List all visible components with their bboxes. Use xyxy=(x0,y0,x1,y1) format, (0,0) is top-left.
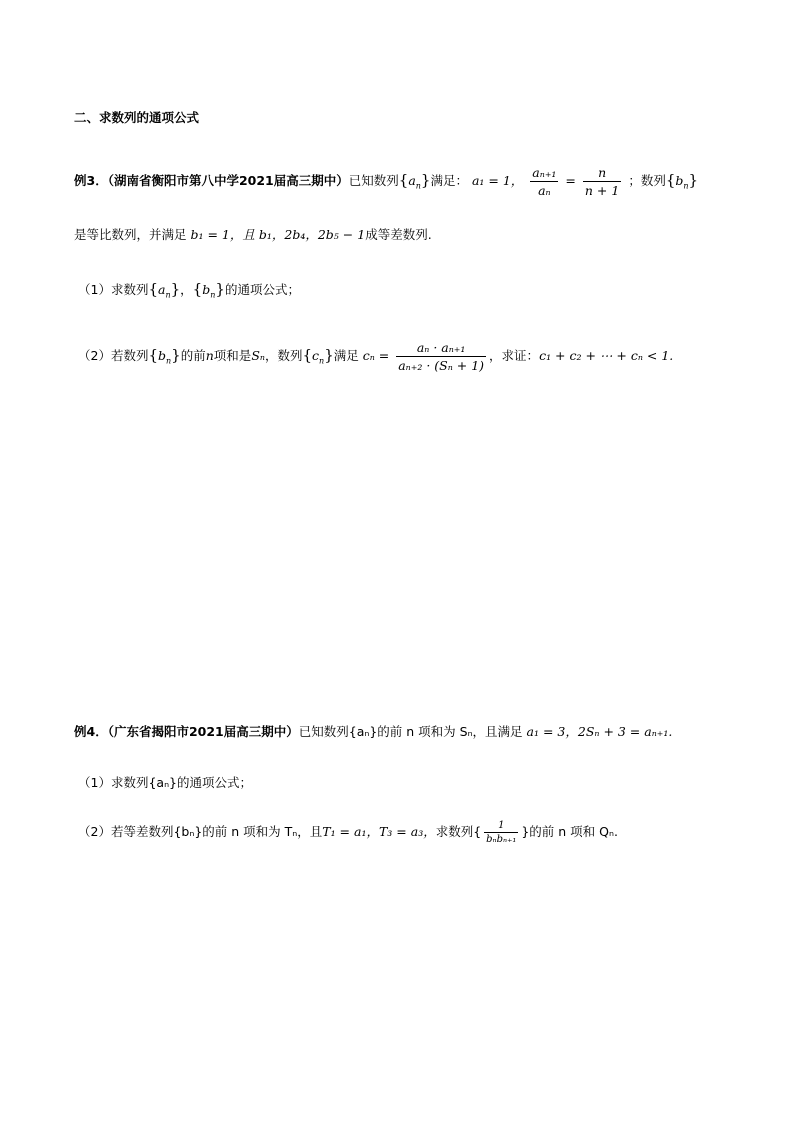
fraction-a-ratio: $\frac{\text{aₙ₊₁}}{\text{aₙ}}$ xyxy=(532,165,557,198)
example-3-question-1: （1）求数列$\{a_n\}$，$\{b_n\}$的通项公式； xyxy=(78,280,300,300)
example-4-question-1: （1）求数列{aₙ}的通项公式； xyxy=(78,775,252,790)
math-a1-equals: a₁ = 1， xyxy=(471,173,524,188)
example-3-question-2: （2）若数列$\{b_n\}$的前n项和是Sₙ，数列$\{c_n\}$满足 cₙ = $\frac{\text{aₙ · aₙ₊₁}}{\text{aₙ₊₂ · (Sₙ + 1)}}$ ，求证：c₁ + c₂ + ⋯ + cₙ < 1. xyxy=(78,340,674,373)
example-3-line-2: 是等比数列，并满足 b₁ = 1，且 b₁，2b₄，2b₅ − 1成等差数列. xyxy=(74,227,432,242)
example-4-line-1: 例4．（广东省揭阳市2021届高三期中）已知数列{aₙ}的前 n 项和为 Sₙ，且满足 a₁ = 3，2Sₙ + 3 = aₙ₊₁. xyxy=(74,724,673,739)
section-title: 二、求数列的通项公式 xyxy=(74,110,200,125)
example-4-label: 例4．（广东省揭阳市2021届高三期中） xyxy=(74,724,299,739)
fraction-reciprocal-b: $\frac{1}{\text{bₙbₙ₊₁}}$ xyxy=(486,820,517,845)
example-3-label: 例3．（湖南省衡阳市第八中学2021届高三期中） xyxy=(74,173,349,188)
fraction-c-definition: $\frac{\text{aₙ · aₙ₊₁}}{\text{aₙ₊₂ · (Sₙ + 1)}}$ xyxy=(398,340,485,373)
example-3-line-1: 例3．（湖南省衡阳市第八中学2021届高三期中）已知数列$\{a_n\}$满足： a₁ = 1， $\frac{\text{aₙ₊₁}}{\text{aₙ}}$ = $\frac{n}{n + 1}$ ；数列$\{b_n\}$ xyxy=(74,165,699,198)
fraction-n-ratio: $\frac{n}{n + 1}$ xyxy=(584,165,620,198)
example-4-question-2: （2）若等差数列{bₙ}的前 n 项和为 Tₙ，且T₁ = a₁，T₃ = a₃，求数列{ $\frac{1}{\text{bₙbₙ₊₁}}$ }的前 n 项和 Qₙ. xyxy=(78,820,618,845)
